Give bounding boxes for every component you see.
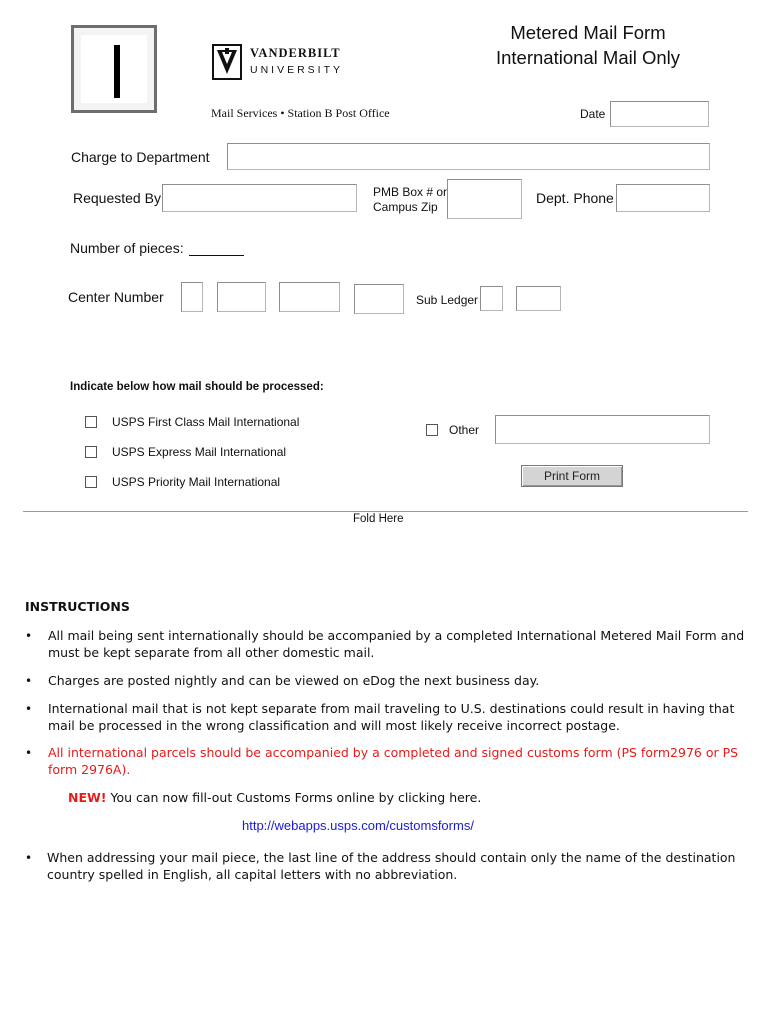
pmb-label-line1: PMB Box # or (373, 185, 448, 199)
dept-phone-field[interactable] (616, 184, 710, 212)
instruction-text: All international parcels should be accompanied by a completed and signed customs form (PS form2976 or PS form 2976A). (48, 745, 739, 777)
number-of-pieces-label: Number of pieces: (70, 240, 184, 256)
form-icon-box (71, 25, 157, 113)
vanderbilt-logo (212, 44, 352, 84)
priority-mail-label: USPS Priority Mail International (112, 475, 281, 489)
center-number-field-4[interactable] (354, 284, 404, 314)
form-title: Metered Mail Form (510, 22, 666, 43)
logo-subname: UNIVERSITY (250, 64, 344, 76)
bullet: • (25, 851, 33, 865)
date-label: Date (580, 107, 606, 121)
charge-to-department-label: Charge to Department (71, 149, 210, 165)
first-class-checkbox[interactable] (85, 416, 97, 428)
fold-line (23, 511, 748, 512)
new-note-text: You can now fill-out Customs Forms online by clicking here. (110, 790, 482, 805)
bullet: • (25, 674, 33, 688)
charge-to-department-field[interactable] (227, 143, 710, 170)
first-class-label: USPS First Class Mail International (112, 415, 300, 429)
center-number-field-1[interactable] (181, 282, 203, 312)
new-badge: NEW! (68, 790, 107, 805)
sub-ledger-field-1[interactable] (480, 286, 503, 311)
center-number-field-3[interactable] (279, 282, 340, 312)
instructions-heading: INSTRUCTIONS (25, 599, 130, 614)
pmb-label-line2: Campus Zip (373, 200, 438, 214)
instruction-item-customs (0, 745, 770, 779)
instruction-text: All mail being sent internationally should be accompanied by a completed International Metered Mail Form and must be kept separate from all other domestic mail. (48, 628, 745, 660)
express-mail-label: USPS Express Mail International (112, 445, 287, 459)
bullet: • (25, 702, 33, 716)
vanderbilt-oak-leaf-icon (212, 44, 242, 80)
dept-phone-label: Dept. Phone (536, 190, 614, 206)
center-number-label: Center Number (68, 289, 164, 305)
date-field[interactable] (610, 101, 709, 127)
logo-name: VANDERBILT (250, 46, 341, 60)
new-customs-note (68, 790, 481, 807)
other-field[interactable] (495, 415, 710, 444)
instruction-text: Charges are posted nightly and can be viewed on eDog the next business day. (48, 673, 540, 688)
fold-here-label: Fold Here (353, 513, 404, 525)
other-checkbox[interactable] (426, 424, 438, 436)
process-heading: Indicate below how mail should be processed: (70, 381, 324, 393)
instruction-item (0, 628, 770, 662)
bullet: • (25, 629, 33, 643)
express-mail-checkbox[interactable] (85, 446, 97, 458)
sub-ledger-label: Sub Ledger (416, 293, 479, 307)
instruction-item (0, 701, 770, 735)
center-number-field-2[interactable] (217, 282, 266, 312)
instruction-text: International mail that is not kept separate from mail traveling to U.S. destinations could result in having that mail be processed in the wrong classification and will most likely receive incorrect postage. (48, 701, 735, 733)
form-icon-inner (81, 35, 147, 103)
instruction-item (0, 850, 770, 884)
other-label: Other (449, 423, 480, 437)
sub-ledger-field-2[interactable] (516, 286, 561, 311)
instruction-item (0, 673, 770, 691)
requested-by-field[interactable] (162, 184, 357, 212)
priority-mail-checkbox[interactable] (85, 476, 97, 488)
form-subtitle: International Mail Only (495, 47, 681, 68)
bullet: • (25, 746, 33, 760)
form-icon-bar (114, 45, 120, 98)
pmb-box-field[interactable] (447, 179, 522, 219)
mail-services-line: Mail Services • Station B Post Office (211, 106, 390, 120)
number-of-pieces-field[interactable] (189, 240, 244, 256)
customs-forms-link[interactable]: http://webapps.usps.com/customsforms/ (242, 818, 474, 833)
instruction-text: When addressing your mail piece, the last line of the address should contain only the name of the destination country spelled in English, all capital letters with no abbreviation. (47, 850, 736, 882)
print-form-button[interactable]: Print Form (521, 465, 623, 487)
requested-by-label: Requested By (73, 190, 161, 206)
